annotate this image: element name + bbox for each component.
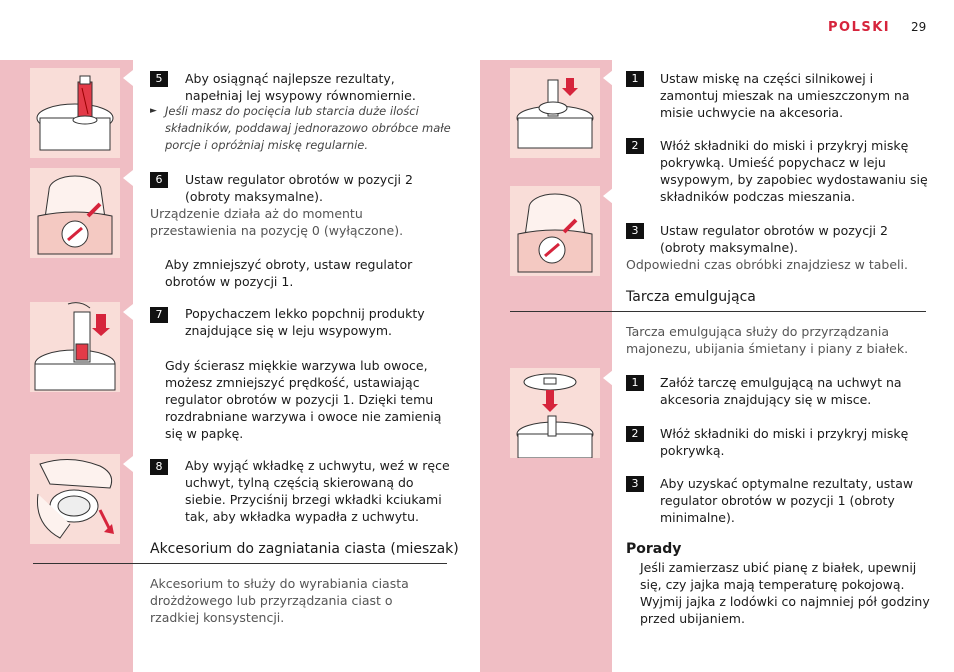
section-intro-emulsifying: Tarcza emulgująca służy do przyrządzania majonezu, ubijania śmietany i piany z białek. (626, 324, 909, 356)
bullet-arrow-icon: ► (150, 106, 157, 116)
emulsifying-step-1-text: Załóż tarczę emulgującą na uchwyt na akcesoria znajdujący się w misce. (660, 375, 902, 407)
illustration-pusher (30, 302, 120, 392)
illustration-pointer (603, 188, 613, 204)
illustration-pointer (603, 70, 613, 86)
page-number: 29 (911, 20, 927, 34)
illustration-kneading-hook (510, 68, 600, 158)
language-header: POLSKI (828, 20, 891, 35)
kneading-step-2-text: Włóż składniki do miski i przykryj miskę pokrywką. Umieść popychacz w leju wsypowym, by zapobiec wydostawaniu się składników podczas mieszania. (660, 138, 928, 204)
emulsifying-step-3-text: Aby uzyskać optymalne rezultaty, ustaw regulator obrotów w pozycji 1 (obroty minimalne). (660, 476, 914, 525)
step-5-tip: Jeśli masz do pocięcia lub starcia duże ilości składników, poddawaj jednorazowo obróbce małe porcje i opróżniaj miskę regularnie. (165, 104, 451, 152)
illustration-pointer (123, 170, 133, 186)
step-number: 1 (626, 375, 644, 391)
step-5-text: Aby osiągnąć najlepsze rezultaty, napełniaj lej wsypowy równomiernie. (185, 71, 416, 103)
step-6-text: Ustaw regulator obrotów w pozycji 2 (obroty maksymalne). (185, 172, 413, 204)
step-number: 1 (626, 71, 644, 87)
step-number: 5 (150, 71, 168, 87)
illustration-speed-control (30, 168, 120, 258)
emulsifying-step-2-text: Włóż składniki do miski i przykryj miskę pokrywką. (660, 426, 909, 458)
step-number: 3 (626, 476, 644, 492)
section-title-kneading: Akcesorium do zagniatania ciasta (mieszak) (150, 541, 459, 557)
section-title-emulsifying: Tarcza emulgująca (626, 289, 756, 305)
step-number: 2 (626, 138, 644, 154)
section-divider (510, 311, 926, 312)
tips-title: Porady (626, 541, 682, 557)
step-8-text: Aby wyjąć wkładkę z uchwytu, weź w ręce uchwyt, tylną częścią skierowaną do siebie. Przyciśnij brzegi wkładki kciukami tak, aby wkładka wypadła z uchwytu. (185, 458, 450, 524)
step-7-text: Popychaczem lekko popchnij produkty znajdujące się w leju wsypowym. (185, 306, 425, 338)
step-number: 3 (626, 223, 644, 239)
tips-text: Jeśli zamierzasz ubić pianę z białek, upewnij się, czy jajka mają temperaturę pokojową. Wyjmij jajka z lodówki co najmniej pół godziny przed ubijaniem. (640, 560, 930, 626)
step-number: 7 (150, 307, 168, 323)
kneading-step-3-note: Odpowiedni czas obróbki znajdziesz w tabeli. (626, 257, 908, 272)
section-intro-kneading: Akcesorium to służy do wyrabiania ciasta drożdżowego lub przyrządzania ciast o rzadkiej konsystencji. (150, 576, 409, 625)
step-6-note: Urządzenie działa aż do momentu przestawienia na pozycję 0 (wyłączone). (150, 206, 404, 238)
illustration-pointer (123, 456, 133, 472)
illustration-remove-insert (30, 454, 120, 544)
section-divider (33, 563, 447, 564)
kneading-step-1-text: Ustaw miskę na części silnikowej i zamontuj mieszak na umieszczonym na misie uchwycie na akcesoria. (660, 71, 910, 120)
illustration-emulsifying-disc (510, 368, 600, 458)
step-number: 6 (150, 172, 168, 188)
illustration-speed-control-2 (510, 186, 600, 276)
step-number: 8 (150, 459, 168, 475)
step-number: 2 (626, 426, 644, 442)
illustration-pointer (123, 304, 133, 320)
kneading-step-3-text: Ustaw regulator obrotów w pozycji 2 (obroty maksymalne). (660, 223, 888, 255)
illustration-pointer (123, 70, 133, 86)
step-7-sub: Gdy ścierasz miękkie warzywa lub owoce, możesz zmniejszyć prędkość, ustawiając regulator obrotów w pozycji 1. Dzięki temu rozdrabniane warzywa i owoce nie zamienią się w papkę. (165, 358, 442, 441)
illustration-pointer (603, 370, 613, 386)
illustration-fill-feed-tube (30, 68, 120, 158)
step-6-sub: Aby zmniejszyć obroty, ustaw regulator obrotów w pozycji 1. (165, 257, 413, 289)
